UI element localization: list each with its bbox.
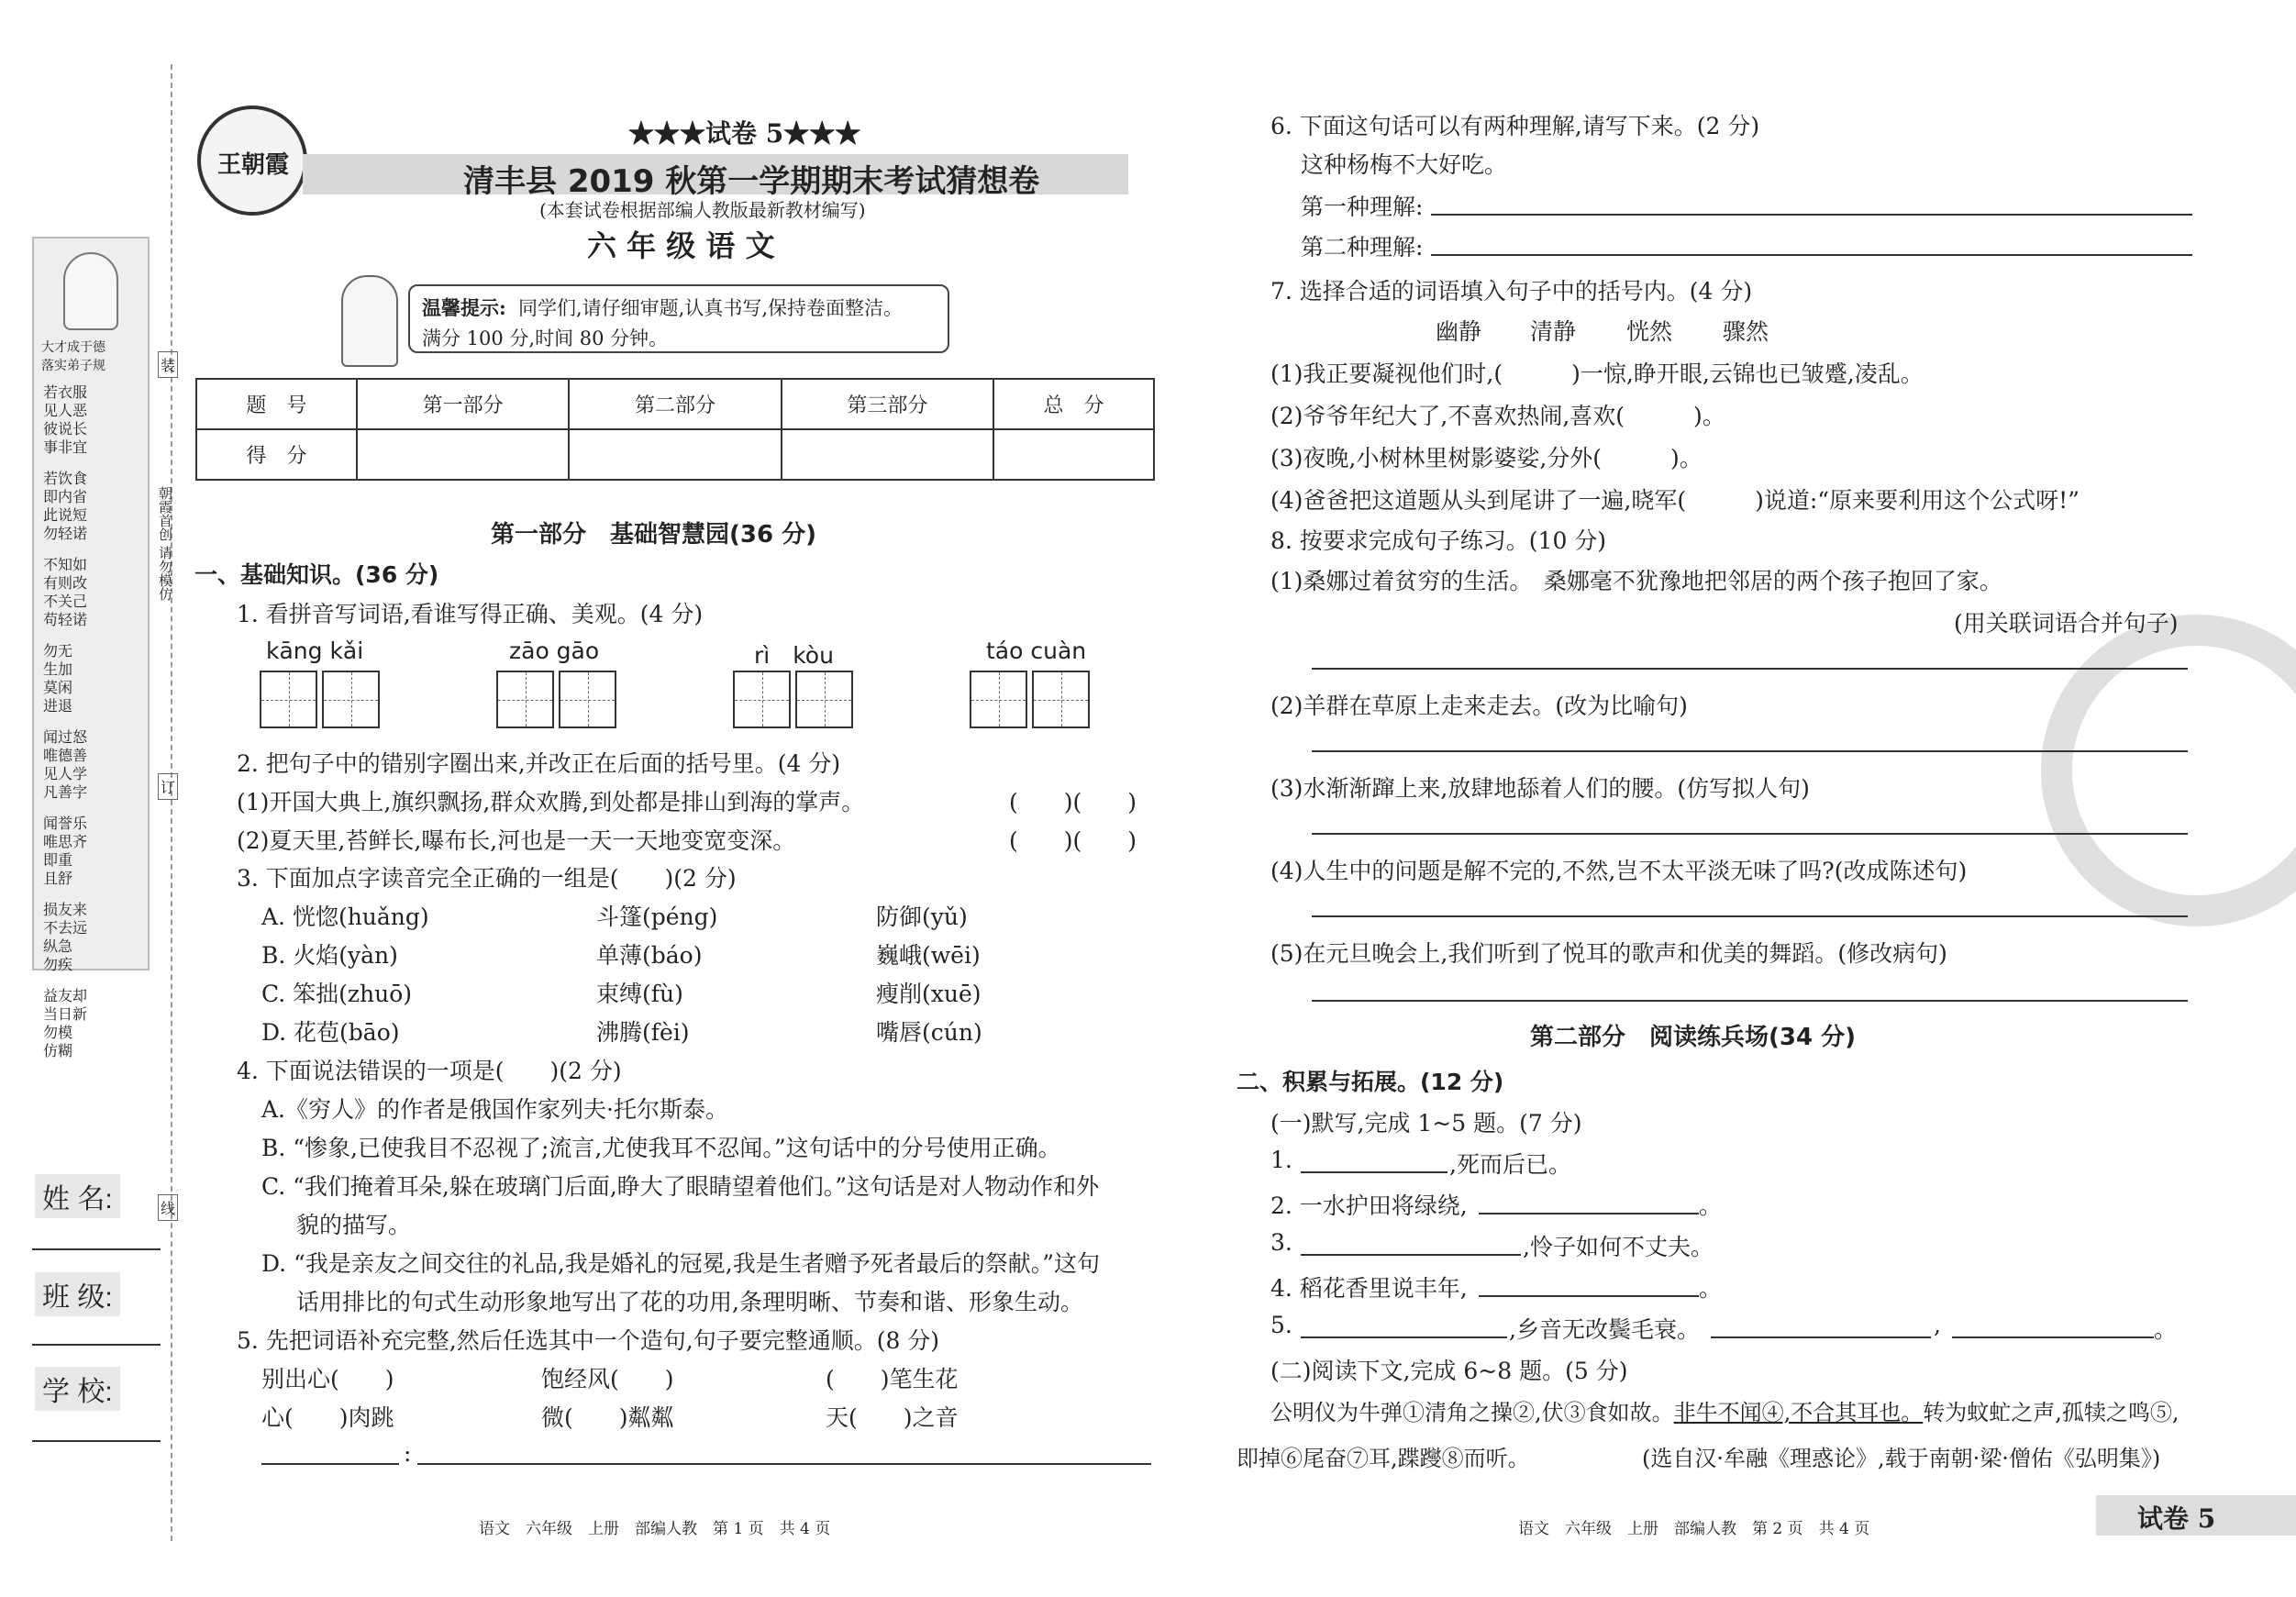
reading-1a: 公明仪为牛弹①清角之操②,伏③食如故。	[1270, 1400, 1674, 1425]
reading-1c: 转为蚊虻之声,孤犊之鸣⑤,	[1923, 1400, 2180, 1425]
scholar-figure	[63, 252, 118, 330]
q3-option: 瘦削(xuē)	[876, 981, 982, 1007]
score-header-cell: 第二部分	[569, 379, 781, 429]
score-table-score-row	[196, 429, 1154, 480]
writing-box[interactable]	[260, 671, 317, 728]
recite-text-3: ,怜子如何不丈夫。	[1523, 1234, 1714, 1260]
q1-text: 1. 看拼音写词语,看谁写得正确、美观。(4 分)	[237, 601, 704, 627]
motto-line: 莫闲	[43, 679, 73, 696]
motto-line: 闻过怒	[43, 728, 88, 746]
q2-sentence-1: (1)开国大典上,旗织飘扬,群众欢腾,到处都是排山到海的掌声。	[237, 789, 865, 815]
q8-item-2: (2)羊群在草原上走来走去。(改为比喻句)	[1270, 693, 1688, 719]
recite-field-2[interactable]	[1479, 1213, 1699, 1214]
q3-option: 巍峨(wēi)	[876, 942, 981, 969]
recite-text-2: 2. 一水护田将绿绕,	[1270, 1192, 1468, 1219]
paper-badge: ★★★试卷 5★★★	[628, 118, 861, 149]
footer-left: 语文 六年级 上册 部编人教 第 1 页 共 4 页	[479, 1520, 831, 1538]
q8-text: 8. 按要求完成句子练习。(10 分)	[1270, 527, 1607, 554]
q3-option: A. 恍惚(huǎng)	[261, 904, 429, 930]
q7-sentence-1: (1)我正要凝视他们时,( )一惊,睁开眼,云锦也已皱蹙,凌乱。	[1270, 360, 1924, 387]
score-table	[195, 378, 1155, 481]
name-label: 姓 名:	[35, 1174, 120, 1218]
binding-dotted-line	[171, 64, 172, 1541]
motto-line: 不知如	[43, 556, 88, 573]
reading-1b: 非牛不闻④,不合其耳也。	[1673, 1400, 1924, 1425]
q7-word: 幽静	[1436, 318, 1482, 345]
q6-answer-1[interactable]	[1431, 214, 2192, 216]
q3-option: B. 火焰(yàn)	[261, 942, 398, 969]
q4-option-d: D. “我是亲友之间交往的礼品,我是婚礼的冠冕,我是生者赠予死者最后的祭献。”这句	[261, 1250, 1101, 1277]
sub1-text: (一)默写,完成 1~5 题。(7 分)	[1270, 1110, 1582, 1137]
recite-field-7[interactable]	[1952, 1336, 2154, 1338]
q4-option-b: B. “惨象,已使我目不忍视了;流言,尤使我耳不忍闻。”这句话中的分号使用正确。	[261, 1135, 1061, 1161]
tip-label: 温馨提示:	[422, 296, 506, 319]
watermark-stamp	[2041, 615, 2296, 926]
q3-option: 束缚(fù)	[596, 981, 683, 1007]
motto-line: 彼说长	[43, 420, 88, 438]
side-mark-2: 订	[158, 773, 178, 800]
writing-box[interactable]	[733, 671, 791, 728]
q8-item-1-note: (用关联词语合并句子)	[1954, 610, 2179, 637]
motto-line: 唯德善	[43, 747, 88, 764]
motto-line: 勿疾	[43, 956, 73, 973]
score-cell[interactable]	[569, 429, 781, 480]
q7-sentence-3: (3)夜晚,小树林里树影婆娑,分外( )。	[1270, 445, 1703, 471]
q5-word[interactable]: 天( )之音	[826, 1404, 959, 1431]
q2-answer-1[interactable]: ( )( )	[1009, 789, 1137, 815]
q3-option: D. 花苞(bāo)	[261, 1019, 400, 1046]
motto-title-2: 落实弟子规	[41, 359, 105, 373]
corner-badge: 试卷 5	[2137, 1503, 2216, 1534]
q3-text: 3. 下面加点字读音完全正确的一组是( )(2 分)	[237, 865, 737, 892]
motto-line: 见人学	[43, 765, 88, 782]
q5-word[interactable]: 别出心( )	[261, 1366, 394, 1392]
q8-answer-1[interactable]	[1312, 668, 2188, 670]
school-field[interactable]	[32, 1440, 161, 1442]
motto-line: 仿糊	[43, 1042, 73, 1059]
pinyin-3: rì kòu	[754, 642, 834, 669]
score-header-cell: 第三部分	[782, 379, 993, 429]
side-mark-1: 装	[158, 351, 178, 378]
writing-box[interactable]	[322, 671, 380, 728]
q8-answer-5[interactable]	[1312, 1000, 2188, 1002]
footer-right: 语文 六年级 上册 部编人教 第 2 页 共 4 页	[1518, 1520, 1870, 1538]
score-cell[interactable]	[993, 429, 1154, 480]
motto-line: 即重	[43, 851, 73, 869]
q7-word: 清静	[1530, 318, 1577, 345]
motto-line: 勿模	[43, 1024, 73, 1041]
motto-panel	[32, 237, 150, 1059]
score-table-header-row	[196, 379, 1154, 429]
motto-line: 事非宜	[43, 438, 88, 456]
class-label: 班 级:	[35, 1272, 120, 1316]
q4-option-c: C. “我们掩着耳朵,躲在玻璃门后面,睁大了眼睛望着他们。”这句话是对人物动作和外	[261, 1173, 1100, 1200]
recite-text-1: ,死而后已。	[1449, 1151, 1571, 1178]
logo-text: 王朝霞	[217, 151, 290, 179]
q7-sentence-2: (2)爷爷年纪大了,不喜欢热闹,喜欢( )。	[1270, 403, 1725, 429]
recite-period-2: 。	[1699, 1192, 1723, 1219]
q6-answer-2[interactable]	[1431, 254, 2192, 256]
motto-line: 此说短	[43, 506, 88, 524]
score-row-label: 得 分	[196, 429, 357, 480]
motto-line: 苟轻诺	[43, 611, 88, 628]
q6-text: 6. 下面这句话可以有两种理解,请写下来。(2 分)	[1270, 113, 1760, 139]
reading-2a: 即掉⑥尾奋⑦耳,蹀躞⑧而听。	[1237, 1446, 1530, 1471]
motto-line: 损友来	[43, 901, 88, 918]
q7-word: 恍然	[1626, 318, 1673, 345]
q8-answer-2[interactable]	[1312, 750, 2188, 752]
q5-word[interactable]: 微( )粼粼	[541, 1404, 674, 1431]
tip-text-2: 满分 100 分,时间 80 分钟。	[422, 327, 669, 349]
reading-line-1	[1270, 1394, 2180, 1426]
section2-heading: 二、积累与拓展。(12 分)	[1237, 1069, 1504, 1095]
q5-word[interactable]: ( )笔生花	[826, 1366, 959, 1392]
writing-box[interactable]	[496, 671, 554, 728]
recite-field-1[interactable]	[1301, 1171, 1447, 1173]
recite-period-5: 。	[2154, 1316, 2178, 1343]
writing-box[interactable]	[1032, 671, 1090, 728]
q8-answer-4[interactable]	[1312, 915, 2188, 917]
motto-line: 勿轻诺	[43, 525, 88, 542]
recite-text-4: 4. 稻花香里说丰年,	[1270, 1275, 1468, 1302]
motto-line: 不关己	[43, 593, 88, 610]
motto-line: 勿无	[43, 642, 73, 660]
recite-text-5: ,乡音无改鬓毛衰。	[1509, 1316, 1700, 1343]
name-field[interactable]	[32, 1248, 161, 1250]
q8-answer-3[interactable]	[1312, 833, 2188, 835]
q7-sentence-4: (4)爸爸把这道题从头到尾讲了一遍,晓军( )说道:“原来要利用这个公式呀!”	[1270, 487, 2080, 514]
recite-num-5: 5.	[1270, 1312, 1292, 1338]
recite-period-4: 。	[1699, 1275, 1723, 1302]
teacher-figure	[341, 275, 398, 367]
q8-item-5: (5)在元旦晚会上,我们听到了悦耳的歌声和优美的舞蹈。(修改病句)	[1270, 940, 1947, 967]
q3-option: 防御(yǔ)	[876, 904, 968, 930]
motto-line: 见人恶	[43, 402, 88, 419]
motto-line: 即内省	[43, 488, 88, 505]
side-note: 朝霞首创 请勿模仿	[157, 486, 173, 601]
q2-answer-2[interactable]: ( )( )	[1009, 827, 1137, 854]
motto-line: 进退	[43, 697, 73, 715]
q4-option-c-cont: 貌的描写。	[296, 1212, 412, 1238]
motto-line: 当日新	[43, 1005, 88, 1023]
q2-text: 2. 把句子中的错别字圈出来,并改正在后面的括号里。(4 分)	[237, 750, 841, 777]
q8-item-1: (1)桑娜过着贫穷的生活。 桑娜毫不犹豫地把邻居的两个孩子抱回了家。	[1270, 568, 2002, 594]
subtitle: (本套试卷根据部编人教版最新教材编写)	[539, 199, 866, 221]
pinyin-1: kāng kǎi	[266, 638, 364, 664]
motto-line: 纵急	[43, 937, 73, 955]
score-header-cell: 题 号	[196, 379, 357, 429]
reading-source: (选自汉·牟融《理惑论》,载于南朝·梁·僧佑《弘明集》)	[1642, 1446, 2161, 1471]
q7-word: 骤然	[1723, 318, 1769, 345]
q2-sentence-2: (2)夏天里,苔鲜长,曝布长,河也是一天一天地变宽变深。	[237, 827, 796, 854]
motto-line: 且舒	[43, 870, 73, 887]
motto-line: 不去远	[43, 919, 88, 937]
q5-word[interactable]: 心( )肉跳	[261, 1404, 394, 1431]
sub2-text: (二)阅读下文,完成 6~8 题。(5 分)	[1270, 1358, 1628, 1384]
q5-word[interactable]: 饱经风( )	[541, 1366, 674, 1392]
recite-num-3: 3.	[1270, 1229, 1292, 1256]
recite-field-5[interactable]	[1301, 1336, 1507, 1338]
q6-label-2: 第二种理解:	[1301, 234, 1424, 261]
score-cell[interactable]	[782, 429, 993, 480]
q3-option: C. 笨拙(zhuō)	[261, 981, 413, 1007]
recite-field-3[interactable]	[1301, 1254, 1521, 1256]
class-field[interactable]	[32, 1344, 161, 1346]
motto-line: 若衣服	[43, 383, 88, 401]
pinyin-2: zāo gāo	[509, 638, 600, 664]
recite-field-6[interactable]	[1711, 1336, 1931, 1338]
school-label: 学 校:	[35, 1367, 120, 1411]
q3-option: 斗篷(péng)	[596, 904, 718, 930]
tip-text-1: 同学们,请仔细审题,认真书写,保持卷面整洁。	[518, 297, 904, 319]
logo	[197, 105, 307, 216]
q6-sentence: 这种杨梅不大好吃。	[1301, 151, 1508, 178]
q3-option: 单薄(báo)	[596, 942, 703, 969]
q5-colon: :	[404, 1440, 412, 1467]
motto-line: 凡善字	[43, 783, 88, 801]
score-header-cell: 第一部分	[357, 379, 569, 429]
q5-text: 5. 先把词语补充完整,然后任选其中一个造句,句子要完整通顺。(8 分)	[237, 1327, 940, 1354]
writing-box[interactable]	[970, 671, 1027, 728]
q7-text: 7. 选择合适的词语填入句子中的括号内。(4 分)	[1270, 278, 1753, 305]
q3-option: 沸腾(fèi)	[596, 1019, 690, 1046]
motto-line: 闻誉乐	[43, 815, 88, 832]
motto-line: 若饮食	[43, 470, 88, 487]
part1-title: 第一部分 基础智慧园(36 分)	[491, 521, 816, 549]
motto-line: 有则改	[43, 574, 88, 592]
recite-field-4[interactable]	[1479, 1295, 1699, 1297]
pinyin-4: táo cuàn	[986, 638, 1087, 664]
score-cell[interactable]	[357, 429, 569, 480]
score-header-cell: 总 分	[993, 379, 1154, 429]
q6-label-1: 第一种理解:	[1301, 194, 1424, 220]
q4-option-a: A.《穷人》的作者是俄国作家列夫·托尔斯泰。	[261, 1096, 728, 1123]
motto-line: 益友却	[43, 987, 88, 1004]
q4-text: 4. 下面说法错误的一项是( )(2 分)	[237, 1058, 622, 1084]
q8-item-4: (4)人生中的问题是解不完的,不然,岂不太平淡无味了吗?(改成陈述句)	[1270, 858, 1968, 884]
q3-option: 嘴唇(cún)	[876, 1019, 982, 1046]
motto-title-1: 大才成于德	[41, 340, 105, 355]
recite-comma: ,	[1934, 1312, 1941, 1338]
motto-line: 生加	[43, 660, 73, 678]
subject-title: 六 年 级 语 文	[587, 228, 775, 263]
motto-body	[43, 383, 144, 1073]
side-mark-3: 线	[158, 1194, 178, 1221]
page-title: 清丰县 2019 秋第一学期期末考试猜想卷	[463, 163, 1040, 200]
part2-title: 第二部分 阅读练兵场(34 分)	[1530, 1024, 1856, 1051]
section1-heading: 一、基础知识。(36 分)	[194, 561, 439, 588]
recite-num-1: 1.	[1270, 1147, 1292, 1173]
q4-option-d-cont: 话用排比的句式生动形象地写出了花的功用,条理明晰、节奏和谐、形象生动。	[296, 1289, 1083, 1315]
q5-word-field[interactable]	[261, 1463, 399, 1465]
writing-box[interactable]	[795, 671, 853, 728]
writing-box[interactable]	[559, 671, 616, 728]
motto-line: 唯思齐	[43, 833, 88, 850]
q8-item-3: (3)水渐渐蹿上来,放肆地舔着人们的腰。(仿写拟人句)	[1270, 775, 1810, 802]
q5-sentence-field[interactable]	[417, 1463, 1151, 1465]
